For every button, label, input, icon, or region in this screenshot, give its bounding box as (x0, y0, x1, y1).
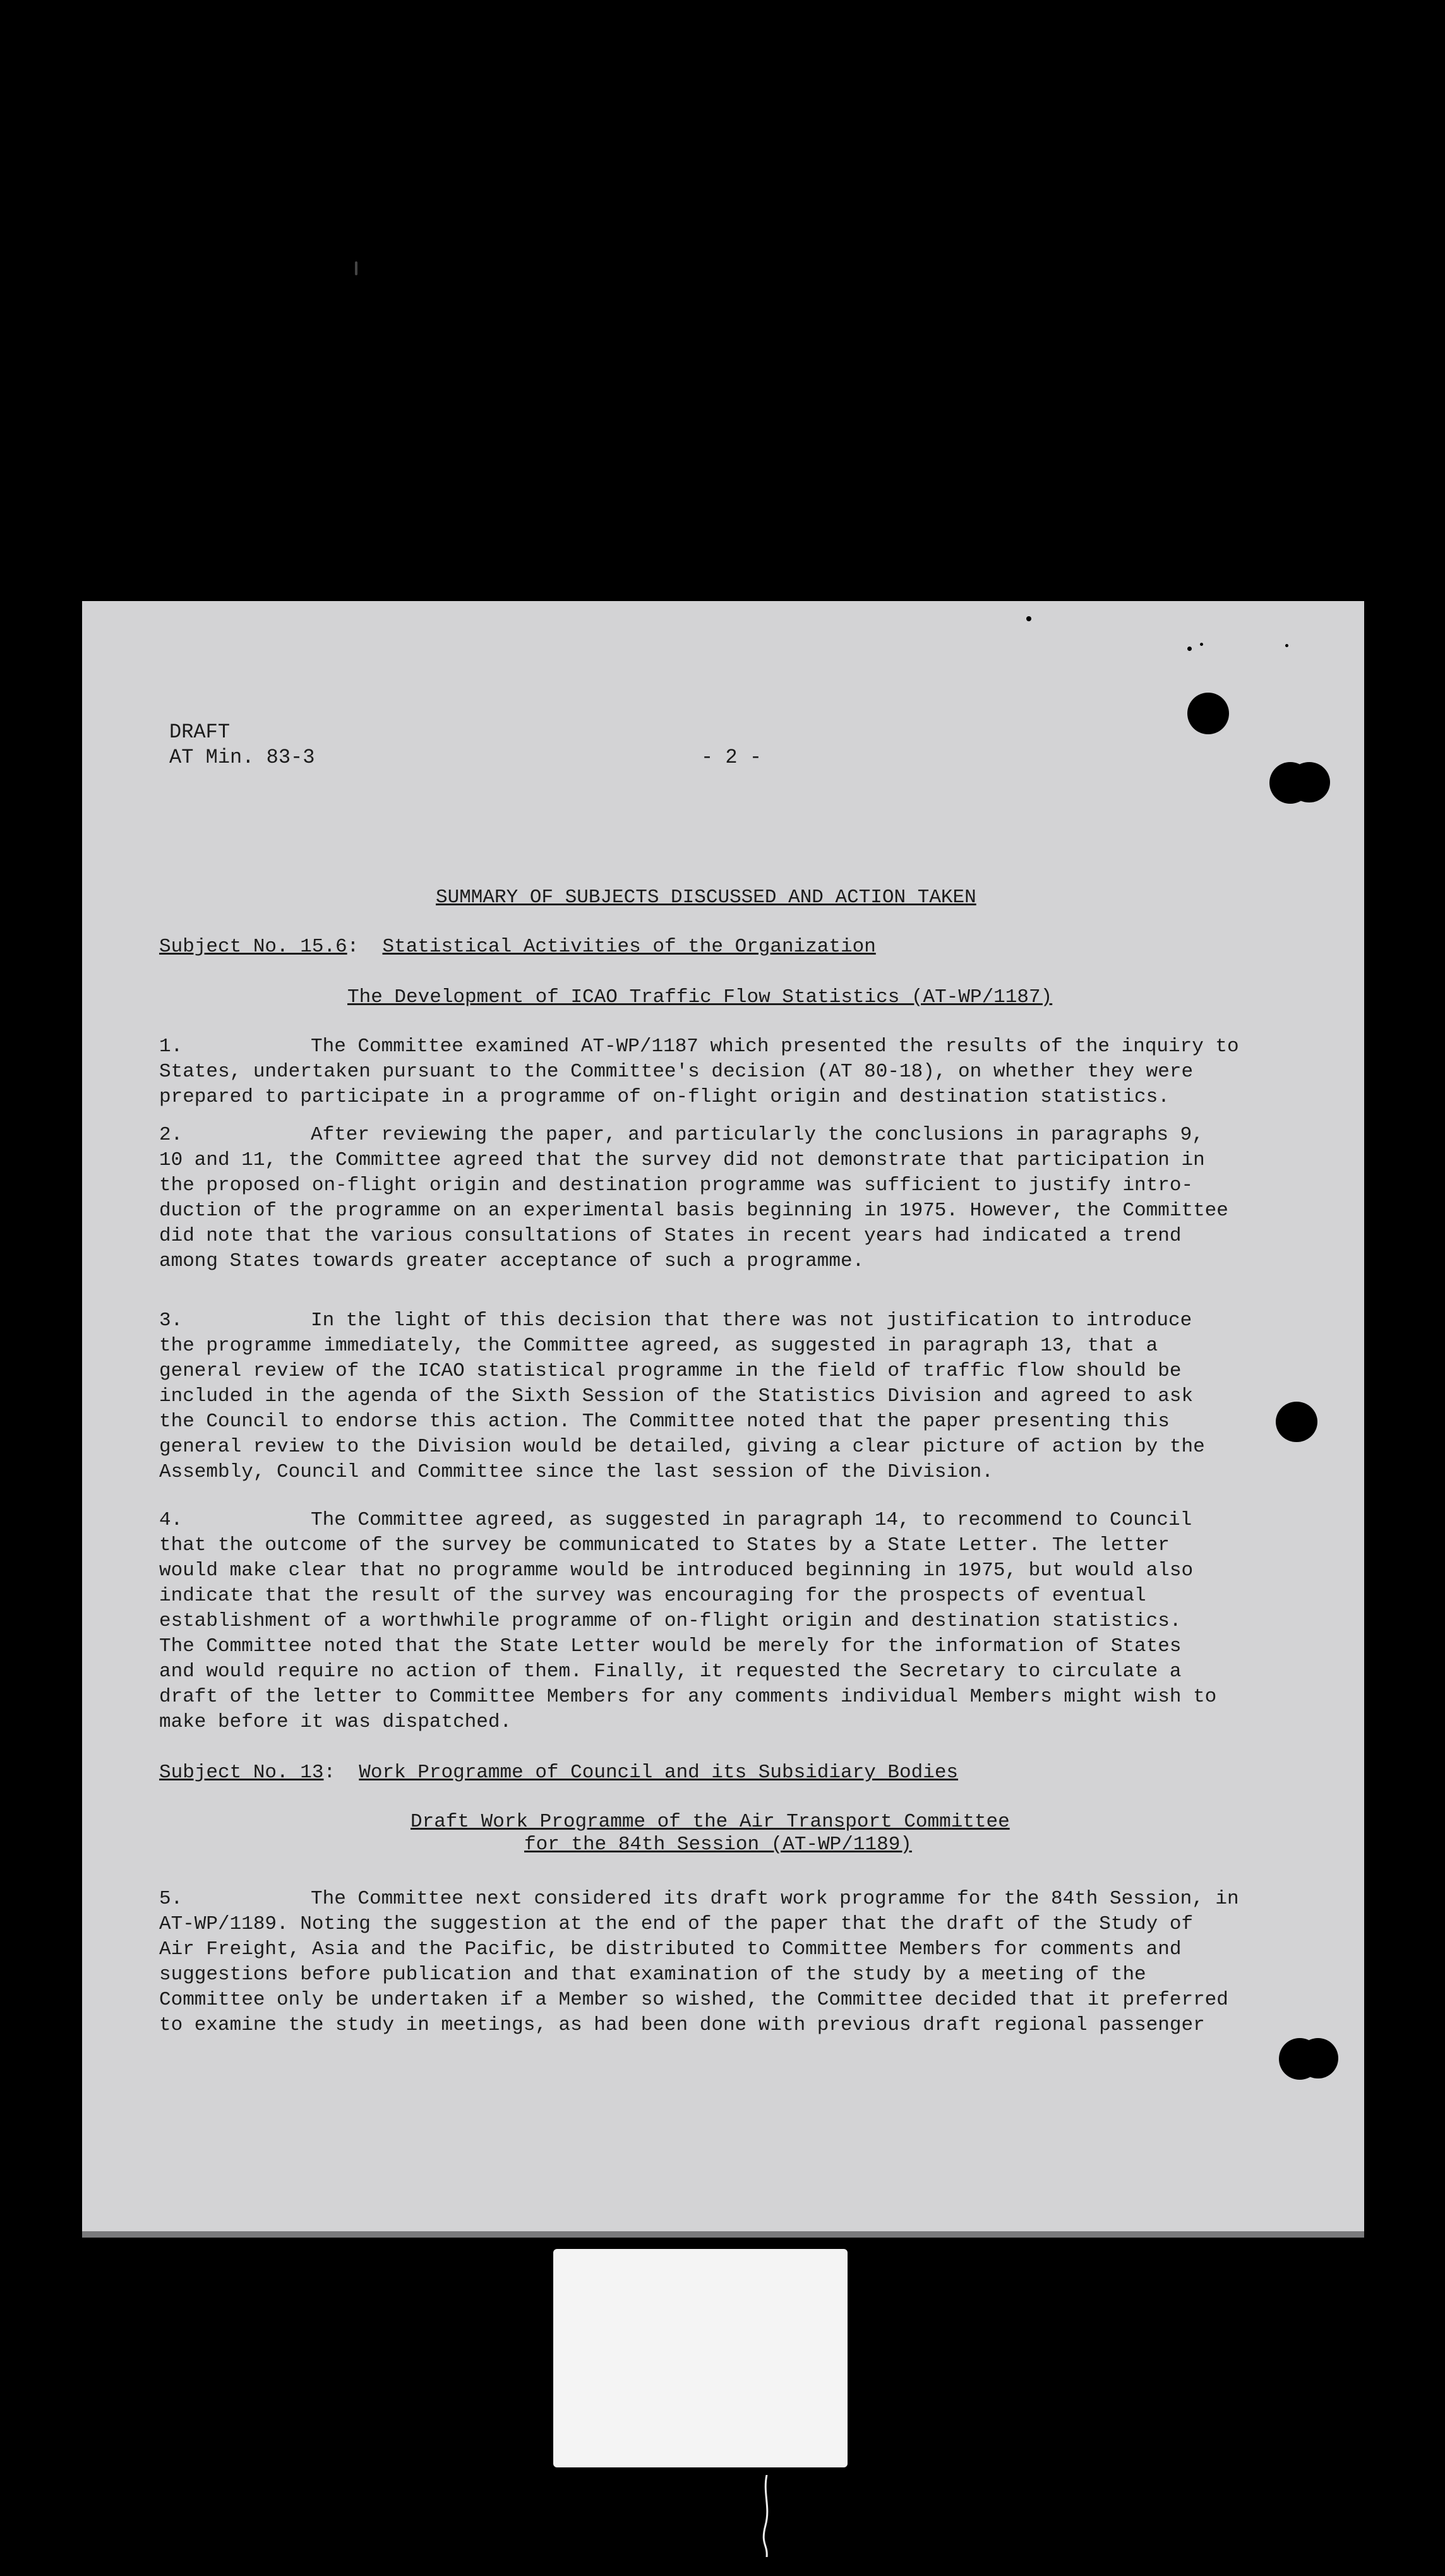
paragraph-line: After reviewing the paper, and particularly the conclusions in paragraphs 9, (311, 1124, 1204, 1146)
page-edge-shadow (82, 2231, 1364, 2238)
minutes-reference: AT Min. 83-3 (169, 746, 315, 769)
subject-subtitle-2a: Draft Work Programme of the Air Transport Committee (411, 1811, 1010, 1833)
paragraph-line: did note that the various consultations of States in recent years had indicated a trend (159, 1225, 1182, 1247)
speck (1026, 616, 1031, 621)
paragraph-line: Assembly, Council and Committee since the last session of the Division. (159, 1461, 993, 1483)
paragraph-line: prepared to participate in a programme of on-flight origin and destination statistics. (159, 1086, 1170, 1108)
speck (1187, 647, 1192, 651)
paragraph-line: Air Freight, Asia and the Pacific, be distributed to Committee Members for comments and (159, 1938, 1182, 1960)
paragraph-4 (159, 1508, 1334, 1735)
paragraph-line: draft of the letter to Committee Members for any comments individual Members might wish to (159, 1686, 1217, 1708)
paragraph-line: States, undertaken pursuant to the Committee's decision (AT 80-18), on whether they were (159, 1061, 1194, 1083)
paragraph-1 (159, 1034, 1334, 1110)
paragraph-3 (159, 1308, 1334, 1485)
paragraph-line: the programme immediately, the Committee agreed, as suggested in paragraph 13, that a (159, 1335, 1158, 1357)
document-page (82, 601, 1364, 2238)
paragraph-line: In the light of this decision that there was not justification to introduce (311, 1309, 1192, 1332)
paragraph-line: the proposed on-flight origin and destination programme was sufficient to justify intro- (159, 1174, 1194, 1196)
speck (1285, 644, 1288, 647)
paragraph-line: The Committee noted that the State Letter would be merely for the information of States (159, 1635, 1182, 1657)
paragraph-line: The Committee examined AT-WP/1187 which presented the results of the inquiry to (311, 1035, 1239, 1058)
blank-card (553, 2249, 848, 2467)
draft-label: DRAFT (169, 720, 231, 744)
paragraph-line: general review to the Division would be detailed, giving a clear picture of action by the (159, 1436, 1205, 1458)
paragraph-number: 3. (159, 1309, 183, 1332)
subject-separator: : (347, 936, 359, 958)
punch-hole (1276, 1402, 1317, 1442)
paragraph-line: general review of the ICAO statistical programme in the field of traffic flow should be (159, 1360, 1182, 1382)
paragraph-5 (159, 1887, 1334, 2038)
paragraph-line: make before it was dispatched. (159, 1711, 512, 1733)
paragraph-number: 1. (159, 1035, 183, 1058)
subject-subtitle-2b: for the 84th Session (AT-WP/1189) (524, 1834, 912, 1856)
subject-subtitle-1: The Development of ICAO Traffic Flow Statistics (AT-WP/1187) (347, 986, 1053, 1008)
paragraph-2 (159, 1123, 1334, 1274)
paragraph-line: that the outcome of the survey be communicated to States by a State Letter. The letter (159, 1534, 1170, 1556)
paragraph-line: included in the agenda of the Sixth Session of the Statistics Division and agreed to ask (159, 1385, 1194, 1407)
paragraph-line: Committee only be undertaken if a Member so wished, the Committee decided that it preferred (159, 1989, 1228, 2011)
paragraph-line: the Council to endorse this action. The Committee noted that the paper presenting this (159, 1410, 1170, 1433)
subject-title: Statistical Activities of the Organization (382, 936, 876, 958)
page-number: - 2 - (701, 746, 762, 769)
subject-number: Subject No. 15.6 (159, 936, 347, 958)
subject-title: Work Programme of Council and its Subsidiary Bodies (359, 1762, 959, 1784)
subject-heading-1 (159, 934, 876, 960)
paragraph-number: 5. (159, 1888, 183, 1910)
thread-artifact (760, 2475, 773, 2557)
subject-separator: : (323, 1762, 336, 1784)
paragraph-line: indicate that the result of the survey was encouraging for the prospects of eventual (159, 1585, 1146, 1607)
paragraph-line: 10 and 11, the Committee agreed that the survey did not demonstrate that participation in (159, 1149, 1205, 1171)
paragraph-line: The Committee agreed, as suggested in paragraph 14, to recommend to Council (311, 1509, 1192, 1531)
paragraph-line: and would require no action of them. Finally, it requested the Secretary to circulate a (159, 1661, 1182, 1683)
punch-hole (1288, 762, 1330, 802)
punch-hole (1298, 2038, 1338, 2078)
paragraph-line: among States towards greater acceptance of such a programme. (159, 1250, 865, 1272)
paragraph-line: would make clear that no programme would be introduced beginning in 1975, but would also (159, 1559, 1194, 1582)
punch-hole (1187, 693, 1229, 734)
paragraph-number: 2. (159, 1124, 183, 1146)
paragraph-line: establishment of a worthwhile programme of on-flight origin and destination statistics. (159, 1610, 1182, 1632)
paragraph-line: duction of the programme on an experimental basis beginning in 1975. However, the Committee (159, 1200, 1228, 1222)
paragraph-line: suggestions before publication and that examination of the study by a meeting of the (159, 1964, 1146, 1986)
paragraph-number: 4. (159, 1509, 183, 1531)
paragraph-line: to examine the study in meetings, as had been done with previous draft regional passenger (159, 2014, 1205, 2036)
scan-artifact (355, 261, 357, 275)
subject-heading-2 (159, 1760, 958, 1786)
header-reference (169, 720, 315, 770)
subject-number: Subject No. 13 (159, 1762, 324, 1784)
speck (1200, 643, 1203, 646)
document-title: SUMMARY OF SUBJECTS DISCUSSED AND ACTION TAKEN (436, 886, 976, 909)
paragraph-line: AT-WP/1189. Noting the suggestion at the end of the paper that the draft of the Study of (159, 1913, 1194, 1935)
paragraph-line: The Committee next considered its draft work programme for the 84th Session, in (311, 1888, 1239, 1910)
